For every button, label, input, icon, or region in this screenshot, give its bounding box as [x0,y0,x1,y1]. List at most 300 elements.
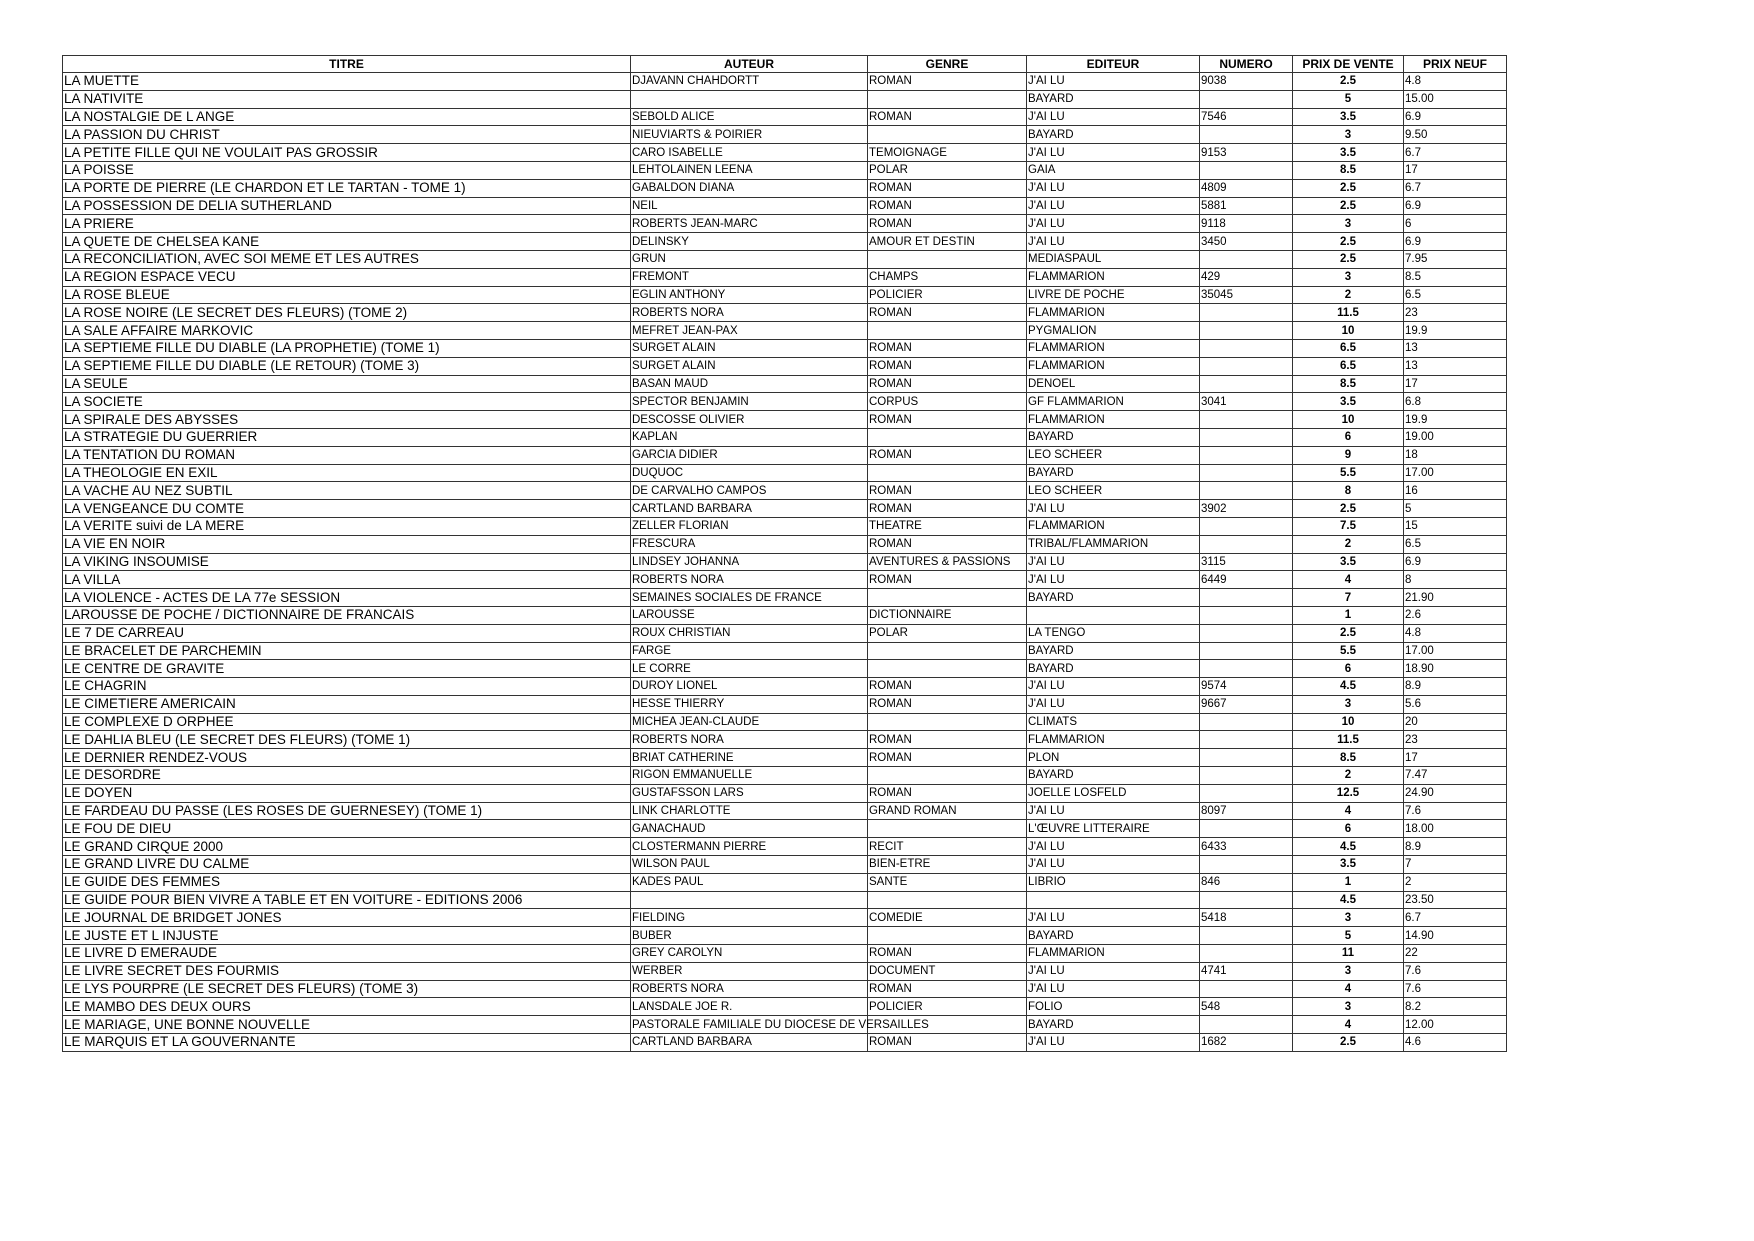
cell-genre: ROMAN [868,215,1027,233]
cell-auteur: GANACHAUD [631,820,868,838]
table-row [63,446,1507,464]
cell-prix-neuf: 7.6 [1404,962,1507,980]
cell-auteur: DESCOSSE OLIVIER [631,411,868,429]
cell-numero [1200,535,1293,553]
cell-prix-de-vente: 7 [1293,589,1404,607]
cell-auteur: EGLIN ANTHONY [631,286,868,304]
cell-titre: LE LIVRE D EMERAUDE [63,945,631,963]
table-row [63,945,1507,963]
cell-prix-de-vente: 6 [1293,820,1404,838]
cell-editeur: PYGMALION [1027,322,1200,340]
cell-numero [1200,606,1293,624]
cell-auteur: KADES PAUL [631,873,868,891]
cell-titre: LA MUETTE [63,73,631,91]
cell-prix-de-vente: 10 [1293,411,1404,429]
table-row [63,909,1507,927]
cell-prix-de-vente: 7.5 [1293,517,1404,535]
cell-editeur: J'AI LU [1027,179,1200,197]
cell-auteur: DUQUOC [631,464,868,482]
cell-numero [1200,589,1293,607]
cell-auteur: FREMONT [631,268,868,286]
table-row [63,1016,1507,1034]
cell-editeur: BAYARD [1027,126,1200,144]
cell-auteur [631,891,868,909]
cell-editeur: JOELLE LOSFELD [1027,784,1200,802]
header-auteur: AUTEUR [631,56,868,73]
cell-editeur: BAYARD [1027,927,1200,945]
cell-genre: ROMAN [868,304,1027,322]
cell-numero: 35045 [1200,286,1293,304]
cell-titre: LA STRATEGIE DU GUERRIER [63,428,631,446]
cell-genre [868,713,1027,731]
cell-prix-neuf: 4.8 [1404,73,1507,91]
cell-prix-de-vente: 3 [1293,268,1404,286]
cell-editeur: L'ŒUVRE LITTERAIRE [1027,820,1200,838]
table-row [63,322,1507,340]
cell-editeur: FLAMMARION [1027,945,1200,963]
cell-genre: DICTIONNAIRE [868,606,1027,624]
table-row [63,820,1507,838]
table-row [63,571,1507,589]
cell-prix-de-vente: 4.5 [1293,891,1404,909]
cell-numero [1200,713,1293,731]
table-row [63,891,1507,909]
cell-editeur: LEO SCHEER [1027,482,1200,500]
cell-editeur: J'AI LU [1027,695,1200,713]
cell-numero [1200,945,1293,963]
cell-numero [1200,784,1293,802]
cell-titre: LA SPIRALE DES ABYSSES [63,411,631,429]
cell-titre: LA SEPTIEME FILLE DU DIABLE (LA PROPHETIE) (TOME 1) [63,339,631,357]
cell-prix-neuf: 8.2 [1404,998,1507,1016]
cell-titre: LA PRIERE [63,215,631,233]
table-row [63,375,1507,393]
cell-auteur: HESSE THIERRY [631,695,868,713]
cell-prix-de-vente: 5 [1293,90,1404,108]
cell-genre: POLICIER [868,998,1027,1016]
cell-genre: BIEN-ETRE [868,856,1027,874]
cell-prix-de-vente: 8 [1293,482,1404,500]
cell-editeur: J'AI LU [1027,553,1200,571]
cell-editeur: BAYARD [1027,1016,1200,1034]
cell-titre: LA POISSE [63,161,631,179]
cell-titre: LA VIE EN NOIR [63,535,631,553]
cell-prix-de-vente: 11.5 [1293,304,1404,322]
cell-editeur: FLAMMARION [1027,517,1200,535]
cell-prix-de-vente: 4 [1293,980,1404,998]
cell-editeur: LIVRE DE POCHE [1027,286,1200,304]
cell-auteur: ROBERTS JEAN-MARC [631,215,868,233]
cell-numero [1200,464,1293,482]
cell-prix-neuf: 23.50 [1404,891,1507,909]
cell-editeur: FOLIO [1027,998,1200,1016]
cell-genre: AVENTURES & PASSIONS [868,553,1027,571]
cell-prix-neuf: 19.9 [1404,411,1507,429]
cell-prix-neuf: 17 [1404,749,1507,767]
cell-genre: ROMAN [868,179,1027,197]
cell-numero [1200,642,1293,660]
table-row [63,713,1507,731]
book-inventory-table [62,55,1507,1052]
cell-auteur: ROUX CHRISTIAN [631,624,868,642]
cell-numero [1200,517,1293,535]
cell-auteur: LE CORRE [631,660,868,678]
table-row [63,179,1507,197]
cell-prix-de-vente: 8.5 [1293,375,1404,393]
cell-titre: LE DERNIER RENDEZ-VOUS [63,749,631,767]
cell-auteur: ROBERTS NORA [631,304,868,322]
cell-titre: LA ROSE BLEUE [63,286,631,304]
cell-auteur: GABALDON DIANA [631,179,868,197]
cell-genre: CORPUS [868,393,1027,411]
cell-prix-de-vente: 4.5 [1293,678,1404,696]
cell-titre: LA VACHE AU NEZ SUBTIL [63,482,631,500]
cell-auteur: CLOSTERMANN PIERRE [631,838,868,856]
cell-auteur: CARTLAND BARBARA [631,1034,868,1052]
table-row [63,90,1507,108]
cell-genre: COMEDIE [868,909,1027,927]
cell-auteur: LINDSEY JOHANNA [631,553,868,571]
cell-genre: ROMAN [868,411,1027,429]
cell-titre: LE 7 DE CARREAU [63,624,631,642]
cell-numero: 9038 [1200,73,1293,91]
cell-titre: LA PETITE FILLE QUI NE VOULAIT PAS GROSSIR [63,144,631,162]
cell-editeur: J'AI LU [1027,108,1200,126]
cell-genre: ROMAN [868,571,1027,589]
cell-auteur: LAROUSSE [631,606,868,624]
cell-titre: LE DOYEN [63,784,631,802]
cell-genre: SANTE [868,873,1027,891]
table-row [63,856,1507,874]
cell-prix-de-vente: 3 [1293,909,1404,927]
cell-editeur: LEO SCHEER [1027,446,1200,464]
cell-prix-neuf: 8.5 [1404,268,1507,286]
cell-prix-neuf: 15 [1404,517,1507,535]
cell-numero: 548 [1200,998,1293,1016]
cell-titre: LA ROSE NOIRE (LE SECRET DES FLEURS) (TOME 2) [63,304,631,322]
table-row [63,517,1507,535]
cell-genre: ROMAN [868,482,1027,500]
cell-prix-neuf: 8 [1404,571,1507,589]
cell-prix-de-vente: 3 [1293,215,1404,233]
header-prix-neuf: PRIX NEUF [1404,56,1507,73]
cell-numero [1200,927,1293,945]
cell-titre: LE CIMETIERE AMERICAIN [63,695,631,713]
cell-numero [1200,250,1293,268]
table-row [63,339,1507,357]
cell-titre: LE CENTRE DE GRAVITE [63,660,631,678]
cell-prix-de-vente: 11 [1293,945,1404,963]
cell-prix-neuf: 2 [1404,873,1507,891]
cell-genre: ROMAN [868,357,1027,375]
cell-editeur: J'AI LU [1027,197,1200,215]
cell-prix-neuf: 7 [1404,856,1507,874]
cell-editeur: MEDIASPAUL [1027,250,1200,268]
cell-genre [868,820,1027,838]
header-titre: TITRE [63,56,631,73]
cell-prix-neuf: 21.90 [1404,589,1507,607]
cell-prix-de-vente: 2 [1293,286,1404,304]
cell-prix-neuf: 5.6 [1404,695,1507,713]
cell-titre: LE GUIDE DES FEMMES [63,873,631,891]
header-genre: GENRE [868,56,1027,73]
table-row [63,802,1507,820]
cell-editeur: J'AI LU [1027,802,1200,820]
cell-prix-neuf: 7.6 [1404,980,1507,998]
cell-numero [1200,90,1293,108]
cell-titre: LA SOCIETE [63,393,631,411]
cell-prix-de-vente: 1 [1293,873,1404,891]
cell-titre: LE MARIAGE, UNE BONNE NOUVELLE [63,1016,631,1034]
cell-prix-de-vente: 2.5 [1293,233,1404,251]
cell-editeur: J'AI LU [1027,856,1200,874]
cell-prix-neuf: 20 [1404,713,1507,731]
cell-prix-neuf: 18.00 [1404,820,1507,838]
cell-prix-de-vente: 2 [1293,535,1404,553]
table-row [63,482,1507,500]
table-row [63,73,1507,91]
cell-prix-neuf: 6 [1404,215,1507,233]
cell-prix-de-vente: 2.5 [1293,73,1404,91]
cell-prix-de-vente: 4.5 [1293,838,1404,856]
cell-auteur: ZELLER FLORIAN [631,517,868,535]
cell-genre: ROMAN [868,980,1027,998]
cell-prix-neuf: 16 [1404,482,1507,500]
table-row [63,838,1507,856]
cell-titre: LE GRAND LIVRE DU CALME [63,856,631,874]
cell-numero: 9118 [1200,215,1293,233]
cell-prix-neuf: 6.9 [1404,553,1507,571]
cell-prix-de-vente: 8.5 [1293,749,1404,767]
cell-numero: 846 [1200,873,1293,891]
cell-numero: 9153 [1200,144,1293,162]
cell-prix-de-vente: 2.5 [1293,197,1404,215]
cell-auteur: SEMAINES SOCIALES DE FRANCE [631,589,868,607]
cell-prix-de-vente: 3 [1293,695,1404,713]
cell-prix-neuf: 13 [1404,339,1507,357]
cell-editeur: J'AI LU [1027,980,1200,998]
cell-numero: 7546 [1200,108,1293,126]
cell-genre: ROMAN [868,784,1027,802]
cell-titre: LE BRACELET DE PARCHEMIN [63,642,631,660]
cell-titre: LA THEOLOGIE EN EXIL [63,464,631,482]
cell-auteur: LANSDALE JOE R. [631,998,868,1016]
cell-auteur: DUROY LIONEL [631,678,868,696]
cell-genre [868,126,1027,144]
cell-editeur [1027,891,1200,909]
cell-editeur: J'AI LU [1027,144,1200,162]
table-row [63,624,1507,642]
cell-editeur: J'AI LU [1027,233,1200,251]
cell-titre: LA VERITE suivi de LA MERE [63,517,631,535]
table-row [63,642,1507,660]
cell-editeur: J'AI LU [1027,838,1200,856]
cell-titre: LAROUSSE DE POCHE / DICTIONNAIRE DE FRANCAIS [63,606,631,624]
table-row [63,250,1507,268]
cell-numero: 429 [1200,268,1293,286]
table-row [63,553,1507,571]
table-row [63,660,1507,678]
cell-prix-de-vente: 3 [1293,998,1404,1016]
cell-numero [1200,322,1293,340]
cell-genre: ROMAN [868,339,1027,357]
cell-auteur: FIELDING [631,909,868,927]
cell-auteur: DE CARVALHO CAMPOS [631,482,868,500]
cell-auteur: SURGET ALAIN [631,339,868,357]
cell-prix-de-vente: 3.5 [1293,108,1404,126]
cell-prix-neuf: 23 [1404,304,1507,322]
cell-titre: LE FARDEAU DU PASSE (LES ROSES DE GUERNESEY) (TOME 1) [63,802,631,820]
cell-numero: 6449 [1200,571,1293,589]
cell-titre: LA VIOLENCE - ACTES DE LA 77e SESSION [63,589,631,607]
cell-prix-neuf: 14.90 [1404,927,1507,945]
cell-prix-neuf: 6.5 [1404,286,1507,304]
cell-titre: LA REGION ESPACE VECU [63,268,631,286]
cell-prix-neuf: 19.9 [1404,322,1507,340]
table-row [63,286,1507,304]
cell-numero: 3041 [1200,393,1293,411]
cell-auteur: GREY CAROLYN [631,945,868,963]
cell-genre: POLAR [868,624,1027,642]
cell-editeur: FLAMMARION [1027,304,1200,322]
table-row [63,962,1507,980]
cell-editeur: J'AI LU [1027,678,1200,696]
cell-prix-neuf: 18 [1404,446,1507,464]
cell-numero [1200,126,1293,144]
cell-prix-neuf: 5 [1404,500,1507,518]
cell-prix-neuf: 6.9 [1404,233,1507,251]
cell-numero: 9574 [1200,678,1293,696]
cell-editeur: BAYARD [1027,428,1200,446]
cell-titre: LA NATIVITE [63,90,631,108]
cell-editeur: J'AI LU [1027,962,1200,980]
cell-prix-de-vente: 3 [1293,126,1404,144]
cell-prix-de-vente: 3.5 [1293,856,1404,874]
cell-genre: DOCUMENT [868,962,1027,980]
cell-genre: ROMAN [868,731,1027,749]
table-row [63,678,1507,696]
cell-editeur: GF FLAMMARION [1027,393,1200,411]
cell-prix-neuf: 17 [1404,161,1507,179]
table-row [63,980,1507,998]
cell-genre [868,767,1027,785]
table-row [63,428,1507,446]
cell-prix-de-vente: 2.5 [1293,624,1404,642]
cell-numero [1200,161,1293,179]
cell-genre: ROMAN [868,500,1027,518]
cell-prix-de-vente: 2.5 [1293,250,1404,268]
cell-numero [1200,767,1293,785]
cell-prix-de-vente: 2.5 [1293,1034,1404,1052]
cell-prix-de-vente: 6.5 [1293,357,1404,375]
cell-numero: 4741 [1200,962,1293,980]
table-row [63,784,1507,802]
cell-auteur: ROBERTS NORA [631,980,868,998]
table-row [63,108,1507,126]
cell-titre: LE MARQUIS ET LA GOUVERNANTE [63,1034,631,1052]
cell-prix-neuf: 6.7 [1404,179,1507,197]
cell-prix-de-vente: 1 [1293,606,1404,624]
header-editeur: EDITEUR [1027,56,1200,73]
cell-auteur: FRESCURA [631,535,868,553]
cell-numero: 4809 [1200,179,1293,197]
cell-titre: LE COMPLEXE D ORPHEE [63,713,631,731]
cell-genre [868,90,1027,108]
cell-genre: POLICIER [868,286,1027,304]
cell-prix-neuf: 2.6 [1404,606,1507,624]
cell-genre: ROMAN [868,945,1027,963]
cell-editeur: BAYARD [1027,642,1200,660]
cell-titre: LE LIVRE SECRET DES FOURMIS [63,962,631,980]
cell-genre [868,250,1027,268]
cell-titre: LA TENTATION DU ROMAN [63,446,631,464]
cell-auteur: KAPLAN [631,428,868,446]
cell-numero [1200,428,1293,446]
cell-genre: ROMAN [868,446,1027,464]
table-row [63,393,1507,411]
cell-genre: POLAR [868,161,1027,179]
cell-prix-neuf: 6.7 [1404,144,1507,162]
cell-prix-neuf: 8.9 [1404,838,1507,856]
cell-auteur: MEFRET JEAN-PAX [631,322,868,340]
cell-prix-neuf: 7.47 [1404,767,1507,785]
cell-prix-de-vente: 2.5 [1293,500,1404,518]
cell-prix-neuf: 4.8 [1404,624,1507,642]
cell-genre [868,891,1027,909]
cell-numero [1200,624,1293,642]
cell-prix-de-vente: 3.5 [1293,393,1404,411]
table-row [63,268,1507,286]
cell-prix-neuf: 15.00 [1404,90,1507,108]
cell-editeur: BAYARD [1027,464,1200,482]
cell-genre: ROMAN [868,73,1027,91]
cell-prix-neuf: 23 [1404,731,1507,749]
cell-prix-neuf: 6.9 [1404,108,1507,126]
cell-auteur: BASAN MAUD [631,375,868,393]
cell-numero [1200,411,1293,429]
cell-prix-neuf: 24.90 [1404,784,1507,802]
cell-titre: LA SEULE [63,375,631,393]
cell-prix-de-vente: 6.5 [1293,339,1404,357]
cell-editeur: CLIMATS [1027,713,1200,731]
cell-prix-de-vente: 10 [1293,322,1404,340]
cell-numero: 3450 [1200,233,1293,251]
cell-editeur: J'AI LU [1027,571,1200,589]
cell-auteur: CARTLAND BARBARA [631,500,868,518]
cell-titre: LA VIKING INSOUMISE [63,553,631,571]
cell-genre [868,660,1027,678]
cell-numero: 3902 [1200,500,1293,518]
cell-genre: ROMAN [868,108,1027,126]
cell-auteur: ROBERTS NORA [631,571,868,589]
cell-prix-neuf: 19.00 [1404,428,1507,446]
cell-prix-de-vente: 3.5 [1293,144,1404,162]
cell-titre: LA VILLA [63,571,631,589]
cell-prix-neuf: 6.5 [1404,535,1507,553]
cell-titre: LA PASSION DU CHRIST [63,126,631,144]
cell-genre [868,428,1027,446]
cell-genre: ROMAN [868,535,1027,553]
cell-numero [1200,1016,1293,1034]
cell-auteur: BRIAT CATHERINE [631,749,868,767]
cell-prix-de-vente: 5.5 [1293,464,1404,482]
cell-genre: ROMAN [868,197,1027,215]
table-row [63,161,1507,179]
cell-auteur: LEHTOLAINEN LEENA [631,161,868,179]
cell-numero [1200,980,1293,998]
header-numero: NUMERO [1200,56,1293,73]
cell-prix-de-vente: 10 [1293,713,1404,731]
